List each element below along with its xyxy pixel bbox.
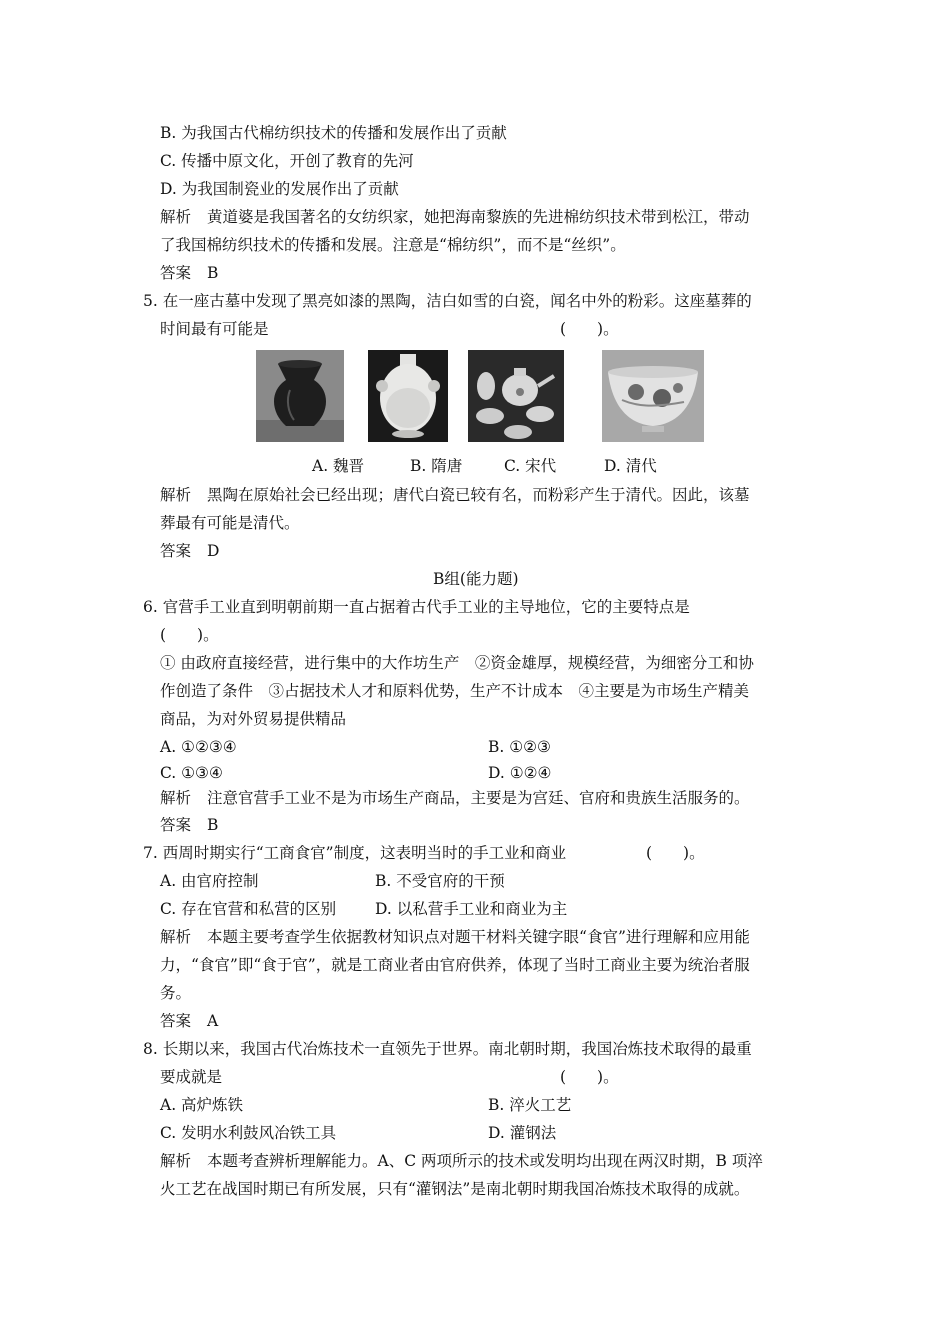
q6-analysis-line-1 [160, 788, 750, 808]
q8-analysis-label: 解析 [160, 1152, 192, 1170]
q6-item-line-2: 作创造了条件 ③占据技术人才和原料优势，生产不计成本 ④主要是为市场生产精美 [160, 682, 750, 700]
q6-analysis-label: 解析 [160, 789, 192, 807]
q6-option-a: A. ①②③④ [160, 738, 237, 756]
q8-bracket: ( )。 [560, 1068, 619, 1086]
q5-option-c: C. 宋代 [504, 457, 557, 475]
q5-analysis-label: 解析 [160, 486, 192, 504]
q7-analysis-line-2: 力，“食官”即“食于官”，就是工商业者由官府供养，体现了当时工商业主要为统治者服 [160, 956, 750, 974]
q7-analysis-text-1: 本题主要考查学生依据教材知识点对题干材料关键字眼“食官”进行理解和应用能 [207, 928, 750, 946]
q4-answer-value: B [207, 264, 219, 282]
q5-stem-line-2: 时间最有可能是 [160, 320, 269, 338]
q5-analysis-line-2: 葬最有可能是清代。 [160, 514, 300, 532]
q6-analysis-text-1: 注意官营手工业不是为市场生产商品，主要是为宫廷、官府和贵族生活服务的。 [207, 789, 750, 807]
q6-stem-line-1: 6. 官营手工业直到明朝前期一直占据着古代手工业的主导地位，它的主要特点是 [143, 598, 690, 616]
q8-option-c: C. 发明水利鼓风冶铁工具 [160, 1124, 337, 1142]
q7-option-c: C. 存在官营和私营的区别 [160, 900, 337, 918]
q5-answer-line [160, 541, 219, 561]
q7-analysis-line-3: 务。 [160, 984, 192, 1002]
q7-answer-value: A [207, 1012, 219, 1030]
section-heading-b: B组(能力题) [433, 570, 519, 588]
q5-bracket: ( )。 [560, 320, 619, 338]
q7-analysis-label: 解析 [160, 928, 192, 946]
q6-answer-value: B [207, 816, 219, 834]
q4-option-d: D. 为我国制瓷业的发展作出了贡献 [160, 180, 399, 198]
q7-analysis-line-1 [160, 927, 750, 947]
q6-bracket: ( )。 [160, 626, 219, 644]
q4-option-b: B. 为我国古代棉纺织技术的传播和发展作出了贡献 [160, 124, 507, 142]
famille-rose-teaset-image [468, 350, 564, 442]
black-pottery-image [256, 350, 344, 442]
q8-analysis-line-2: 火工艺在战国时期已有所发展，只有“灌钢法”是南北朝时期我国冶炼技术取得的成就。 [160, 1180, 750, 1198]
q8-option-d: D. 灌钢法 [488, 1124, 557, 1142]
q5-analysis-line-1 [160, 485, 750, 505]
q4-answer-label: 答案 [160, 264, 192, 282]
q4-analysis-text-1: 黄道婆是我国著名的女纺织家，她把海南黎族的先进棉纺织技术带到松江，带动 [207, 208, 750, 226]
q6-answer-line [160, 815, 218, 835]
q8-option-b: B. 淬火工艺 [488, 1096, 572, 1114]
q7-option-d: D. 以私营手工业和商业为主 [375, 900, 568, 918]
q7-answer-line [160, 1011, 218, 1031]
q7-option-b: B. 不受官府的干预 [375, 872, 505, 890]
q4-answer-line [160, 263, 218, 283]
q5-option-d: D. 清代 [604, 457, 657, 475]
q6-option-d: D. ①②④ [488, 764, 552, 782]
q4-option-c: C. 传播中原文化，开创了教育的先河 [160, 152, 414, 170]
q5-option-a: A. 魏晋 [312, 457, 365, 475]
q6-item-line-3: 商品，为对外贸易提供精品 [160, 710, 347, 728]
q6-item-line-1: ① 由政府直接经营，进行集中的大作坊生产 ②资金雄厚，规模经营，为细密分工和协 [160, 654, 754, 672]
q5-answer-value: D [207, 542, 220, 560]
q8-analysis-line-1 [160, 1151, 763, 1171]
q8-stem-line-1: 8. 长期以来，我国古代冶炼技术一直领先于世界。南北朝时期，我国冶炼技术取得的最重 [143, 1040, 752, 1058]
q8-option-a: A. 高炉炼铁 [160, 1096, 244, 1114]
q7-answer-label: 答案 [160, 1012, 192, 1030]
q5-stem-line-1: 5. 在一座古墓中发现了黑亮如漆的黑陶，洁白如雪的白瓷，闻名中外的粉彩。这座墓葬的 [143, 292, 752, 310]
q6-option-c: C. ①③④ [160, 764, 223, 782]
q7-option-a: A. 由官府控制 [160, 872, 259, 890]
q4-analysis-line-1 [160, 207, 750, 227]
q7-stem-line-1: 7. 西周时期实行“工商食官”制度，这表明当时的手工业和商业 [143, 844, 567, 862]
famille-rose-bowl-image [602, 350, 704, 442]
q5-answer-label: 答案 [160, 542, 192, 560]
q6-option-b: B. ①②③ [488, 738, 551, 756]
q4-analysis-line-2: 了我国棉纺织技术的传播和发展。注意是“棉纺织”，而不是“丝织”。 [160, 236, 626, 254]
q6-answer-label: 答案 [160, 816, 192, 834]
white-porcelain-image [368, 350, 448, 442]
q5-analysis-text-1: 黑陶在原始社会已经出现；唐代白瓷已较有名，而粉彩产生于清代。因此，该墓 [207, 486, 750, 504]
q5-option-b: B. 隋唐 [410, 457, 463, 475]
q4-analysis-label: 解析 [160, 208, 192, 226]
q8-analysis-text-1: 本题考查辨析理解能力。A、C 两项所示的技术或发明均出现在两汉时期，B 项淬 [207, 1152, 763, 1170]
q8-stem-line-2: 要成就是 [160, 1068, 223, 1086]
q7-bracket: ( )。 [646, 844, 705, 862]
